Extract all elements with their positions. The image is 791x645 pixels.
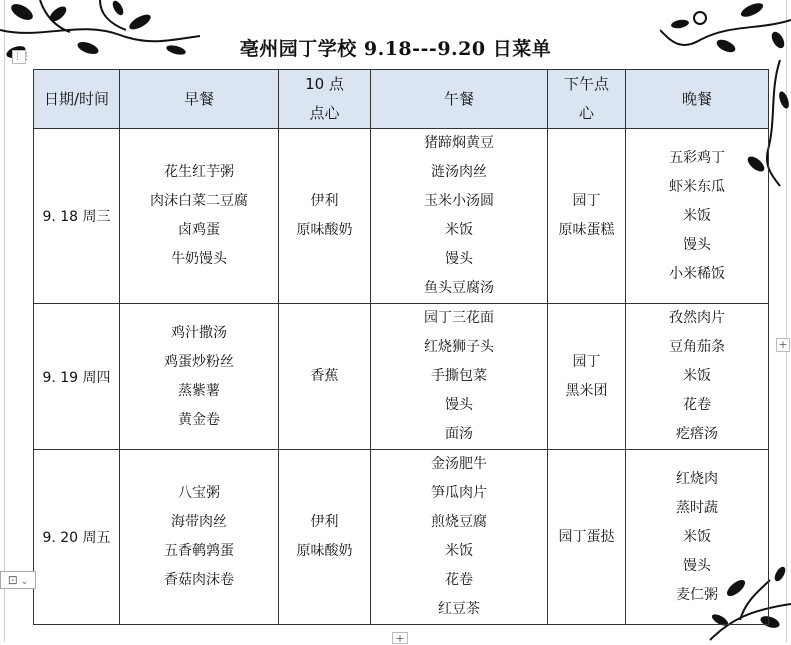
menu-item: 园丁三花面 <box>424 310 494 326</box>
menu-item: 米饭 <box>683 207 711 224</box>
morning-snack-cell <box>279 450 371 625</box>
add-column-button[interactable]: + <box>776 338 790 352</box>
menu-item: 原味酸奶 <box>296 222 353 238</box>
menu-item: 伊利 <box>310 193 339 209</box>
date-cell: 9. 19 周四 <box>34 304 120 450</box>
header-breakfast: 早餐 <box>120 70 279 129</box>
breakfast-cell <box>120 129 279 304</box>
menu-title: 亳州园丁学校 9.18---9.20 日菜单 <box>239 38 552 60</box>
menu-item: 红烧狮子头 <box>424 339 494 355</box>
header-line: 下午点 <box>563 75 609 93</box>
header-afternoon-snack-text <box>548 70 625 128</box>
header-line: 心 <box>578 104 594 122</box>
menu-item: 黄金卷 <box>178 411 220 428</box>
header-line: 10 点 <box>305 75 344 93</box>
afternoon-snack-cell <box>548 304 626 450</box>
menu-item: 面汤 <box>445 426 473 442</box>
menu-item: 花卷 <box>683 397 711 413</box>
afternoon-snack-cell <box>548 450 626 625</box>
menu-item: 黑米团 <box>565 382 608 399</box>
header-morning-snack-text <box>279 70 370 128</box>
menu-item: 疙瘩汤 <box>676 426 718 442</box>
menu-item: 蒸紫薯 <box>178 382 220 399</box>
menu-item: 卤鸡蛋 <box>178 222 220 238</box>
breakfast-cell <box>120 304 279 450</box>
menu-item: 园丁 <box>572 193 601 209</box>
menu-item: 香蕉 <box>310 368 339 384</box>
header-dinner: 晚餐 <box>626 70 769 129</box>
menu-item: 八宝粥 <box>178 485 220 501</box>
menu-item: 涟汤肉丝 <box>431 164 487 180</box>
menu-item: 馒头 <box>683 557 711 574</box>
morning-snack-cell <box>279 129 371 304</box>
header-lunch: 午餐 <box>371 70 548 129</box>
menu-item: 五香鹌鹑蛋 <box>164 543 234 559</box>
lunch-cell <box>371 129 548 304</box>
menu-item: 手撕包菜 <box>431 368 487 384</box>
lunch-cell <box>371 304 548 450</box>
table-row <box>34 129 769 304</box>
menu-item: 鸡蛋炒粉丝 <box>164 353 234 370</box>
menu-table <box>33 69 769 625</box>
menu-item: 海带肉丝 <box>171 514 227 530</box>
menu-item: 馒头 <box>445 251 473 267</box>
menu-item: 煎烧豆腐 <box>431 514 487 530</box>
menu-item: 小米稀饭 <box>669 265 725 282</box>
date-cell: 9. 18 周三 <box>34 129 120 304</box>
layout-icon-glyph: ⊡ <box>7 573 18 587</box>
afternoon-snack-cell <box>548 129 626 304</box>
date-cell: 9. 20 周五 <box>34 450 120 625</box>
menu-item: 猪蹄焖黄豆 <box>424 135 494 151</box>
menu-item: 笋瓜肉片 <box>431 485 487 501</box>
menu-item: 鱼头豆腐汤 <box>424 280 494 296</box>
menu-item: 原味蛋糕 <box>558 222 615 238</box>
menu-item: 花生红芋粥 <box>164 164 234 180</box>
menu-item: 孜然肉片 <box>669 310 725 326</box>
menu-item: 肉沫白菜二豆腐 <box>150 193 248 209</box>
menu-item: 园丁蛋挞 <box>558 528 615 545</box>
menu-item: 香菇肉沫卷 <box>164 572 234 588</box>
menu-item: 玉米小汤圆 <box>424 193 494 209</box>
chevron-down-icon: ⌄ <box>17 577 29 587</box>
page-edge <box>4 0 5 642</box>
breakfast-cell <box>120 450 279 625</box>
menu-item: 米饭 <box>445 543 473 559</box>
header-afternoon-snack <box>548 70 626 129</box>
menu-item: 五彩鸡丁 <box>669 149 725 166</box>
menu-item: 牛奶馒头 <box>171 251 227 267</box>
header-date: 日期/时间 <box>34 70 120 129</box>
table-row <box>34 304 769 450</box>
menu-item: 金汤肥牛 <box>431 456 487 472</box>
morning-snack-cell <box>279 304 371 450</box>
menu-item: 伊利 <box>310 514 339 530</box>
menu-item: 豆角茄条 <box>669 339 725 355</box>
dinner-cell <box>626 304 769 450</box>
menu-item: 原味酸奶 <box>296 543 353 559</box>
menu-item: 米饭 <box>683 368 711 384</box>
menu-item: 虾米东瓜 <box>669 178 725 195</box>
move-handle-icon[interactable]: ⋮⋮ <box>13 52 31 62</box>
menu-item: 园丁 <box>572 353 601 370</box>
menu-item: 红豆茶 <box>438 601 480 617</box>
menu-item: 蒸时蔬 <box>676 499 718 516</box>
menu-item: 鸡汁撒汤 <box>171 324 227 341</box>
menu-item: 米饭 <box>683 528 711 545</box>
menu-item: 馒头 <box>683 236 711 253</box>
dinner-cell <box>626 129 769 304</box>
menu-item: 馒头 <box>445 397 473 413</box>
header-row <box>34 70 769 129</box>
add-row-button[interactable]: + <box>392 632 408 644</box>
menu-item: 红烧肉 <box>676 470 718 487</box>
menu-item: 花卷 <box>445 572 473 588</box>
layout-options-icon[interactable] <box>0 571 36 589</box>
header-morning-snack <box>279 70 371 129</box>
menu-item: 麦仁粥 <box>676 586 718 603</box>
lunch-cell <box>371 450 548 625</box>
header-line: 点心 <box>309 104 340 122</box>
menu-item: 米饭 <box>445 222 473 238</box>
table-row <box>34 450 769 625</box>
dinner-cell <box>626 450 769 625</box>
